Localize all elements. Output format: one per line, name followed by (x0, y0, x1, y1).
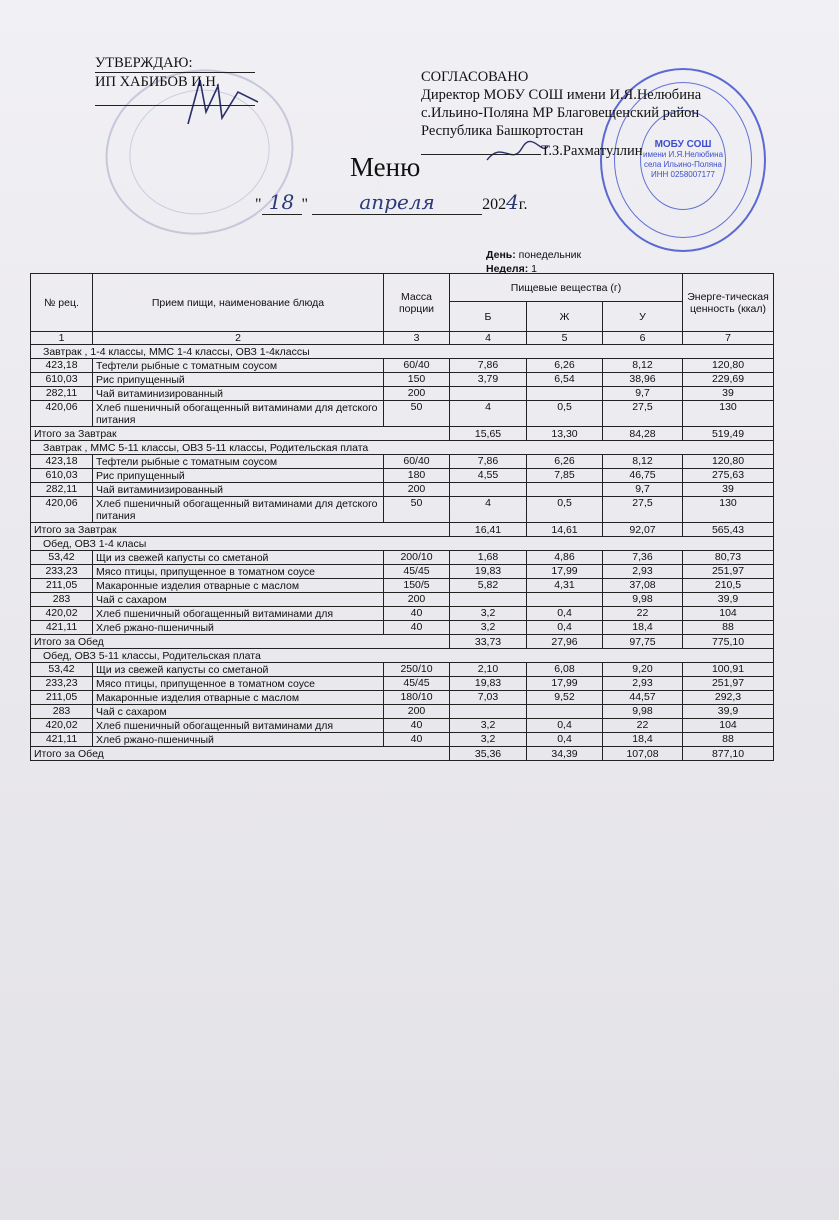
header-num: 5 (527, 332, 603, 345)
carbs: 7,36 (603, 551, 683, 565)
fat: 0,4 (527, 607, 603, 621)
header-u: У (603, 302, 683, 332)
protein: 19,83 (450, 565, 527, 579)
recipe-number: 53,42 (31, 663, 93, 677)
dish-name: Тефтели рыбные с томатным соусом (93, 359, 384, 373)
table-row (31, 733, 774, 747)
recipe-number: 420,02 (31, 607, 93, 621)
fat (527, 483, 603, 497)
fat: 4,86 (527, 551, 603, 565)
protein: 7,86 (450, 359, 527, 373)
energy: 104 (683, 607, 774, 621)
agreed-name: Т.З.Рахматуллин (541, 143, 643, 159)
portion-mass: 50 (384, 401, 450, 427)
dish-name: Макаронные изделия отварные с маслом (93, 579, 384, 593)
protein: 5,82 (450, 579, 527, 593)
portion-mass: 150/5 (384, 579, 450, 593)
protein: 2,10 (450, 663, 527, 677)
agreed-title: СОГЛАСОВАНО (421, 69, 529, 85)
total-u: 107,08 (603, 747, 683, 761)
dish-name: Макаронные изделия отварные с маслом (93, 691, 384, 705)
table-row (31, 359, 774, 373)
portion-mass: 45/45 (384, 677, 450, 691)
protein: 3,2 (450, 607, 527, 621)
carbs: 38,96 (603, 373, 683, 387)
total-label: Итого за Обед (31, 635, 450, 649)
carbs: 2,93 (603, 677, 683, 691)
total-row (31, 747, 774, 761)
header-rec: № рец. (31, 274, 93, 332)
energy: 39,9 (683, 705, 774, 719)
total-row (31, 635, 774, 649)
recipe-number: 423,18 (31, 455, 93, 469)
energy: 251,97 (683, 565, 774, 579)
date-day: 18 (262, 190, 302, 215)
total-e: 519,49 (683, 427, 774, 441)
fat: 0,4 (527, 621, 603, 635)
header-zh: Ж (527, 302, 603, 332)
dish-name: Рис припущенный (93, 469, 384, 483)
energy: 88 (683, 621, 774, 635)
total-label: Итого за Завтрак (31, 427, 450, 441)
stamp-sub1: имени И.Я.Нелюбина (642, 150, 724, 159)
carbs: 18,4 (603, 733, 683, 747)
fat (527, 387, 603, 401)
total-e: 565,43 (683, 523, 774, 537)
dish-name: Тефтели рыбные с томатным соусом (93, 455, 384, 469)
fat: 0,5 (527, 401, 603, 427)
header-num: 1 (31, 332, 93, 345)
protein: 4,55 (450, 469, 527, 483)
fat: 6,26 (527, 359, 603, 373)
table-row (31, 705, 774, 719)
protein: 7,03 (450, 691, 527, 705)
approve-title: УТВЕРЖДАЮ: (95, 55, 193, 71)
dish-name: Хлеб ржано-пшеничный (93, 733, 384, 747)
recipe-number: 53,42 (31, 551, 93, 565)
portion-mass: 180/10 (384, 691, 450, 705)
total-zh: 13,30 (527, 427, 603, 441)
stamp-inn: ИНН 0258007177 (650, 170, 716, 179)
date-year-suffix: 4 (506, 190, 519, 214)
portion-mass: 40 (384, 607, 450, 621)
portion-mass: 60/40 (384, 455, 450, 469)
portion-mass: 200 (384, 705, 450, 719)
energy: 130 (683, 497, 774, 523)
agreed-director: Директор МОБУ СОШ имени И.Я.Нелюбина (421, 87, 702, 103)
energy: 120,80 (683, 455, 774, 469)
portion-mass: 200/10 (384, 551, 450, 565)
table-row (31, 497, 774, 523)
total-u: 92,07 (603, 523, 683, 537)
portion-mass: 250/10 (384, 663, 450, 677)
header-num: 4 (450, 332, 527, 345)
header-num: 6 (603, 332, 683, 345)
carbs: 22 (603, 607, 683, 621)
dish-name: Чай с сахаром (93, 705, 384, 719)
portion-mass: 60/40 (384, 359, 450, 373)
protein: 4 (450, 497, 527, 523)
date-line (255, 190, 528, 215)
section-header (31, 441, 774, 455)
fat: 17,99 (527, 677, 603, 691)
table-row (31, 401, 774, 427)
day-info (486, 248, 581, 276)
table-row (31, 387, 774, 401)
protein: 3,2 (450, 733, 527, 747)
protein: 1,68 (450, 551, 527, 565)
fat: 0,4 (527, 733, 603, 747)
energy: 80,73 (683, 551, 774, 565)
fat: 6,26 (527, 455, 603, 469)
total-label: Итого за Завтрак (31, 523, 450, 537)
table-row (31, 483, 774, 497)
recipe-number: 610,03 (31, 373, 93, 387)
energy: 100,91 (683, 663, 774, 677)
protein (450, 705, 527, 719)
energy: 39,9 (683, 593, 774, 607)
dish-name: Хлеб пшеничный обогащенный витаминами для детского питания (93, 401, 384, 427)
energy: 120,80 (683, 359, 774, 373)
fat: 17,99 (527, 565, 603, 579)
approve-signature-line (95, 91, 255, 106)
energy: 104 (683, 719, 774, 733)
portion-mass: 150 (384, 373, 450, 387)
dish-name: Чай витаминизированный (93, 387, 384, 401)
protein (450, 483, 527, 497)
recipe-number: 420,02 (31, 719, 93, 733)
portion-mass: 180 (384, 469, 450, 483)
section-header (31, 537, 774, 551)
carbs: 27,5 (603, 401, 683, 427)
date-year-end: г. (518, 196, 528, 213)
header-energy: Энерге-тическая ценность (ккал) (683, 274, 774, 332)
recipe-number: 421,11 (31, 621, 93, 635)
dish-name: Мясо птицы, припущенное в томатном соусе (93, 677, 384, 691)
energy: 275,63 (683, 469, 774, 483)
section-title: Обед, ОВЗ 1-4 класы (31, 537, 774, 551)
menu-body (31, 345, 774, 761)
table-row (31, 373, 774, 387)
energy: 130 (683, 401, 774, 427)
fat: 7,85 (527, 469, 603, 483)
carbs: 9,20 (603, 663, 683, 677)
carbs: 44,57 (603, 691, 683, 705)
total-row (31, 523, 774, 537)
carbs: 18,4 (603, 621, 683, 635)
carbs: 8,12 (603, 359, 683, 373)
energy: 210,5 (683, 579, 774, 593)
table-row (31, 593, 774, 607)
protein: 3,79 (450, 373, 527, 387)
protein: 19,83 (450, 677, 527, 691)
header-dish: Прием пищи, наименование блюда (93, 274, 384, 332)
carbs: 8,12 (603, 455, 683, 469)
recipe-number: 420,06 (31, 497, 93, 523)
section-header (31, 345, 774, 359)
protein (450, 387, 527, 401)
day-value: понедельник (518, 249, 582, 261)
dish-name: Щи из свежей капусты со сметаной (93, 551, 384, 565)
total-b: 15,65 (450, 427, 527, 441)
dish-name: Хлеб пшеничный обогащенный витаминами для (93, 607, 384, 621)
table-row (31, 469, 774, 483)
header-mass: Масса порции (384, 274, 450, 332)
header-num: 7 (683, 332, 774, 345)
total-b: 16,41 (450, 523, 527, 537)
energy: 292,3 (683, 691, 774, 705)
menu-table (30, 273, 774, 761)
energy: 39 (683, 483, 774, 497)
table-row (31, 551, 774, 565)
recipe-number: 233,23 (31, 677, 93, 691)
dish-name: Чай витаминизированный (93, 483, 384, 497)
protein: 3,2 (450, 621, 527, 635)
day-label: День: (486, 249, 516, 261)
header-nutrients: Пищевые вещества (г) (450, 274, 683, 302)
portion-mass: 200 (384, 483, 450, 497)
date-month: апреля (312, 190, 482, 215)
total-e: 775,10 (683, 635, 774, 649)
protein: 4 (450, 401, 527, 427)
recipe-number: 211,05 (31, 691, 93, 705)
total-u: 97,75 (603, 635, 683, 649)
agreement-block (421, 68, 701, 160)
dish-name: Щи из свежей капусты со сметаной (93, 663, 384, 677)
recipe-number: 282,11 (31, 387, 93, 401)
carbs: 46,75 (603, 469, 683, 483)
recipe-number: 233,23 (31, 565, 93, 579)
approval-block (95, 54, 255, 111)
table-row (31, 621, 774, 635)
energy: 88 (683, 733, 774, 747)
table-row (31, 663, 774, 677)
portion-mass: 45/45 (384, 565, 450, 579)
recipe-number: 282,11 (31, 483, 93, 497)
total-b: 33,73 (450, 635, 527, 649)
fat (527, 593, 603, 607)
total-zh: 27,96 (527, 635, 603, 649)
carbs: 2,93 (603, 565, 683, 579)
date-year-prefix: 202 (482, 196, 507, 213)
dish-name: Чай с сахаром (93, 593, 384, 607)
week-value: 1 (531, 263, 537, 275)
protein: 7,86 (450, 455, 527, 469)
fat: 9,52 (527, 691, 603, 705)
recipe-number: 283 (31, 705, 93, 719)
recipe-number: 420,06 (31, 401, 93, 427)
total-e: 877,10 (683, 747, 774, 761)
header-num: 2 (93, 332, 384, 345)
recipe-number: 211,05 (31, 579, 93, 593)
portion-mass: 200 (384, 593, 450, 607)
agreed-location: с.Ильино-Поляна МР Благовещенский район (421, 105, 700, 121)
total-row (31, 427, 774, 441)
carbs: 9,98 (603, 593, 683, 607)
carbs: 22 (603, 719, 683, 733)
total-u: 84,28 (603, 427, 683, 441)
recipe-number: 421,11 (31, 733, 93, 747)
week-label: Неделя: (486, 263, 529, 275)
energy: 229,69 (683, 373, 774, 387)
carbs: 9,7 (603, 483, 683, 497)
carbs: 9,7 (603, 387, 683, 401)
table-row (31, 455, 774, 469)
energy: 39 (683, 387, 774, 401)
header-b: Б (450, 302, 527, 332)
date-quote-close: " (301, 196, 309, 213)
fat: 4,31 (527, 579, 603, 593)
date-quote-open: " (255, 196, 262, 213)
fat: 0,5 (527, 497, 603, 523)
total-b: 35,36 (450, 747, 527, 761)
portion-mass: 40 (384, 621, 450, 635)
fat: 6,08 (527, 663, 603, 677)
table-row (31, 579, 774, 593)
section-title: Завтрак , 1-4 классы, ММС 1-4 классы, ОВЗ 1-4классы (31, 345, 774, 359)
section-title: Завтрак , ММС 5-11 классы, ОВЗ 5-11 классы, Родительская плата (31, 441, 774, 455)
recipe-number: 283 (31, 593, 93, 607)
portion-mass: 200 (384, 387, 450, 401)
dish-name: Хлеб пшеничный обогащенный витаминами для (93, 719, 384, 733)
recipe-number: 610,03 (31, 469, 93, 483)
dish-name: Мясо птицы, припущенное в томатном соусе (93, 565, 384, 579)
agreed-republic: Республика Башкортостан (421, 123, 584, 139)
header-num: 3 (384, 332, 450, 345)
fat: 0,4 (527, 719, 603, 733)
table-row (31, 719, 774, 733)
dish-name: Хлеб ржано-пшеничный (93, 621, 384, 635)
energy: 251,97 (683, 677, 774, 691)
stamp-sub2: села Ильино-Поляна (644, 160, 722, 169)
approve-name: ИП ХАБИБОВ И.Н. (95, 74, 220, 90)
carbs: 37,08 (603, 579, 683, 593)
table-row (31, 677, 774, 691)
portion-mass: 50 (384, 497, 450, 523)
fat: 6,54 (527, 373, 603, 387)
protein (450, 593, 527, 607)
recipe-number: 423,18 (31, 359, 93, 373)
dish-name: Хлеб пшеничный обогащенный витаминами для детского питания (93, 497, 384, 523)
page-title: Меню (350, 152, 421, 182)
dish-name: Рис припущенный (93, 373, 384, 387)
protein: 3,2 (450, 719, 527, 733)
total-zh: 34,39 (527, 747, 603, 761)
carbs: 9,98 (603, 705, 683, 719)
table-row (31, 691, 774, 705)
carbs: 27,5 (603, 497, 683, 523)
table-row (31, 607, 774, 621)
fat (527, 705, 603, 719)
section-header (31, 649, 774, 663)
stamp-title: МОБУ СОШ (654, 139, 712, 150)
total-zh: 14,61 (527, 523, 603, 537)
section-title: Обед, ОВЗ 5-11 классы, Родительская плата (31, 649, 774, 663)
portion-mass: 40 (384, 719, 450, 733)
portion-mass: 40 (384, 733, 450, 747)
total-label: Итого за Обед (31, 747, 450, 761)
table-row (31, 565, 774, 579)
